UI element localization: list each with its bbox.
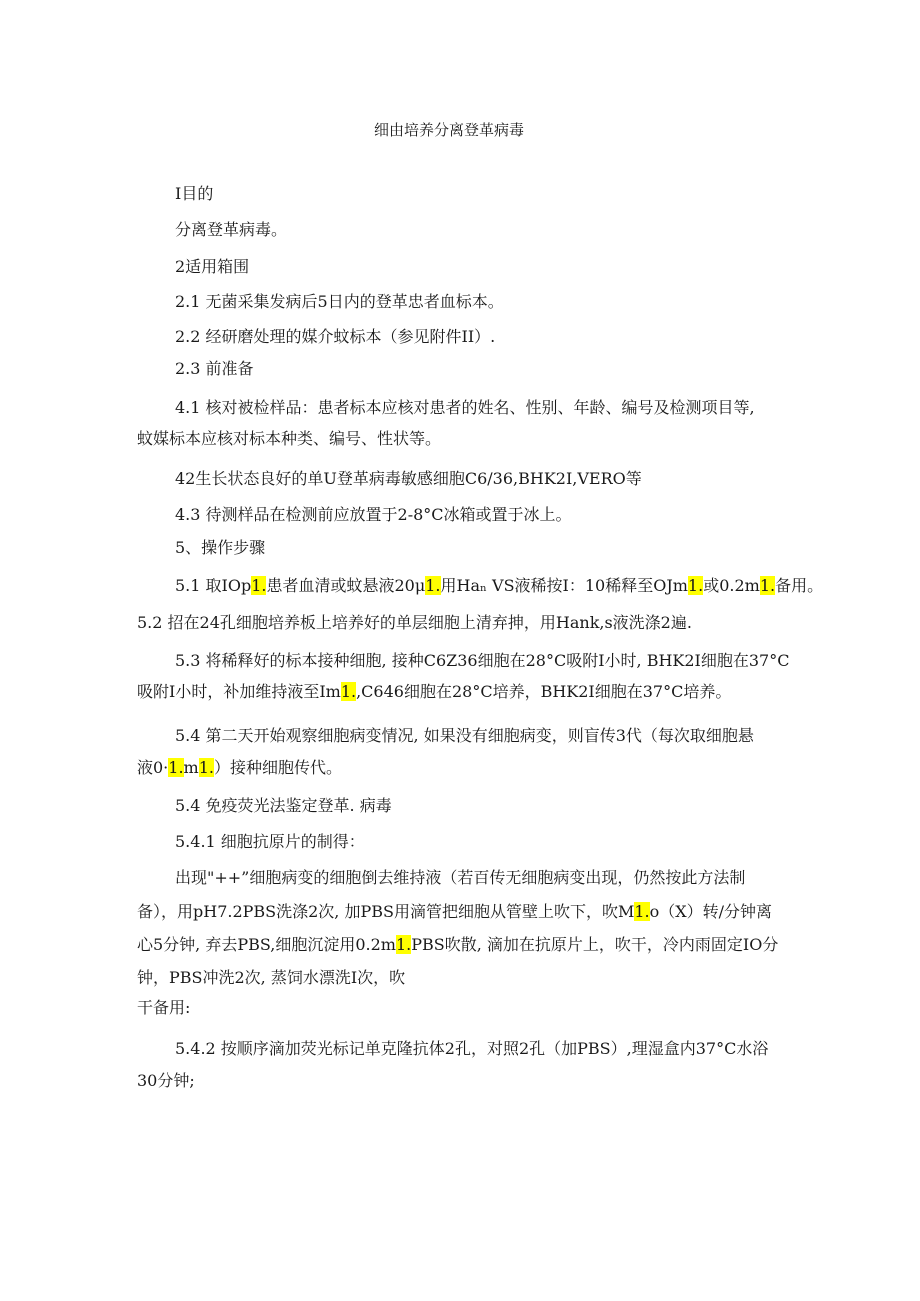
step-5-1-text-c: 患者血清或蚊悬液20μ bbox=[266, 576, 426, 595]
section-heading-5-4-1: 5.4.1 细胞抗原片的制得： bbox=[175, 832, 365, 851]
section-5-4-2-line1: 5.4.2 按顺序滴加荧光标记单克隆抗体2孔，对照2孔（加PBS）,理湿盒内37°C水浴 bbox=[175, 1039, 769, 1058]
paragraph-text-c: o（X）转/分钟离 bbox=[649, 902, 773, 921]
paragraph-5-4-1-line4: 钟，PBS冲洗2次, 蒸饲水漂洗I次，吹 bbox=[137, 968, 406, 987]
step-5-1-text-i: 备用。 bbox=[775, 576, 824, 595]
highlight-mark: 1. bbox=[340, 682, 357, 701]
highlight-mark: 1. bbox=[759, 576, 776, 595]
paragraph-text-c: PBS吹散, 滴加在抗原片上，吹干，冷内雨固定IO分 bbox=[411, 935, 779, 954]
step-5-3-line1: 5.3 将稀释好的标本接种细胞, 接种C6Z36细胞在28°C吸附I小时, BHK2I细胞在37°C bbox=[175, 651, 790, 670]
step-5-1-text-e: 用Haₙ VS液稀按I：10稀释至OJm bbox=[440, 576, 688, 595]
step-5-2: 5.2 招在24孔细胞培养板上培养好的单层细胞上清弃抻，用Hank,s液洗涤2遍. bbox=[137, 613, 692, 632]
step-5-4-text-e: ）接种细胞传代。 bbox=[213, 758, 342, 777]
step-5-1-text-g: 或0.2m bbox=[703, 576, 760, 595]
step-5-1-text-a: 5.1 取IOp bbox=[175, 576, 252, 595]
section-heading-purpose: I目的 bbox=[175, 184, 214, 203]
step-5-4-line2 bbox=[137, 758, 342, 778]
step-5-3-text-b: ,C646细胞在28°C培养，BHK2I细胞在37°C培养。 bbox=[356, 682, 732, 701]
section-5-4-2-line2: 30分钟; bbox=[137, 1071, 195, 1090]
highlight-mark: 1. bbox=[687, 576, 704, 595]
section-heading-procedure: 5、操作步骤 bbox=[175, 538, 266, 557]
item-4-1-line1: 4.1 核对被检样品：患者标本应核对患者的姓名、性别、年龄、编号及检测项目等, bbox=[175, 398, 755, 417]
paragraph-5-4-1-line1: 出现"++”细胞病变的细胞倒去维持液（若百传无细胞病变出现，仍然按此方法制 bbox=[175, 868, 746, 887]
step-5-3-text-a: 吸附I小时，补加维持液至Im bbox=[137, 682, 341, 701]
paragraph-5-4-1-line3 bbox=[137, 935, 778, 955]
paragraph-5-4-1-line5: 干备用: bbox=[137, 998, 191, 1017]
highlight-mark: 1. bbox=[425, 576, 441, 595]
highlight-mark: 1. bbox=[251, 576, 267, 595]
step-5-3-line2 bbox=[137, 682, 731, 702]
section-heading-2-3: 2.3 前准备 bbox=[175, 359, 254, 378]
highlight-mark: 1. bbox=[168, 758, 184, 777]
item-4-3: 4.3 待测样品在检测前应放置于2-8°C冰箱或置于冰上。 bbox=[175, 505, 572, 524]
document-title: 细由培养分离登革病毒 bbox=[374, 121, 525, 139]
highlight-mark: 1. bbox=[198, 758, 214, 777]
highlight-mark: 1. bbox=[395, 935, 412, 954]
scope-item-2-1: 2.1 无菌采集发病后5日内的登革忠者血标本。 bbox=[175, 292, 504, 311]
paragraph-text-a: 备），用pH7.2PBS洗涤2次, 加PBS用滴管把细胞从管壁上吹下，吹M bbox=[137, 902, 635, 921]
section-heading-scope: 2适用箱围 bbox=[175, 257, 250, 276]
highlight-mark: 1. bbox=[634, 902, 650, 921]
section-heading-5-4-immuno: 5.4 免疫荧光法鉴定登革. 病毒 bbox=[175, 796, 392, 815]
purpose-text: 分离登革病毒。 bbox=[175, 220, 288, 239]
item-4-1-line2: 蚊媒标本应核对标本种类、编号、性状等。 bbox=[137, 429, 442, 448]
scope-item-2-2: 2.2 经研磨处理的媒介蚊标本（参见附件II）. bbox=[175, 327, 496, 346]
step-5-4-line1: 5.4 第二天开始观察细胞病变情况, 如果没有细胞病变，则盲传3代（每次取细胞悬 bbox=[175, 726, 754, 745]
step-5-1 bbox=[175, 576, 823, 596]
step-5-4-text-a: 液0· bbox=[137, 758, 169, 777]
paragraph-text-a: 心5分钟, 弃去PBS,细胞沉淀用0.2m bbox=[137, 935, 396, 954]
paragraph-5-4-1-line2 bbox=[137, 902, 772, 922]
step-5-4-text-c: m bbox=[183, 758, 199, 777]
item-4-2: 42生长状态良好的单U登革病毒敏感细胞C6∕36,BHK2I,VERO等 bbox=[175, 469, 642, 488]
